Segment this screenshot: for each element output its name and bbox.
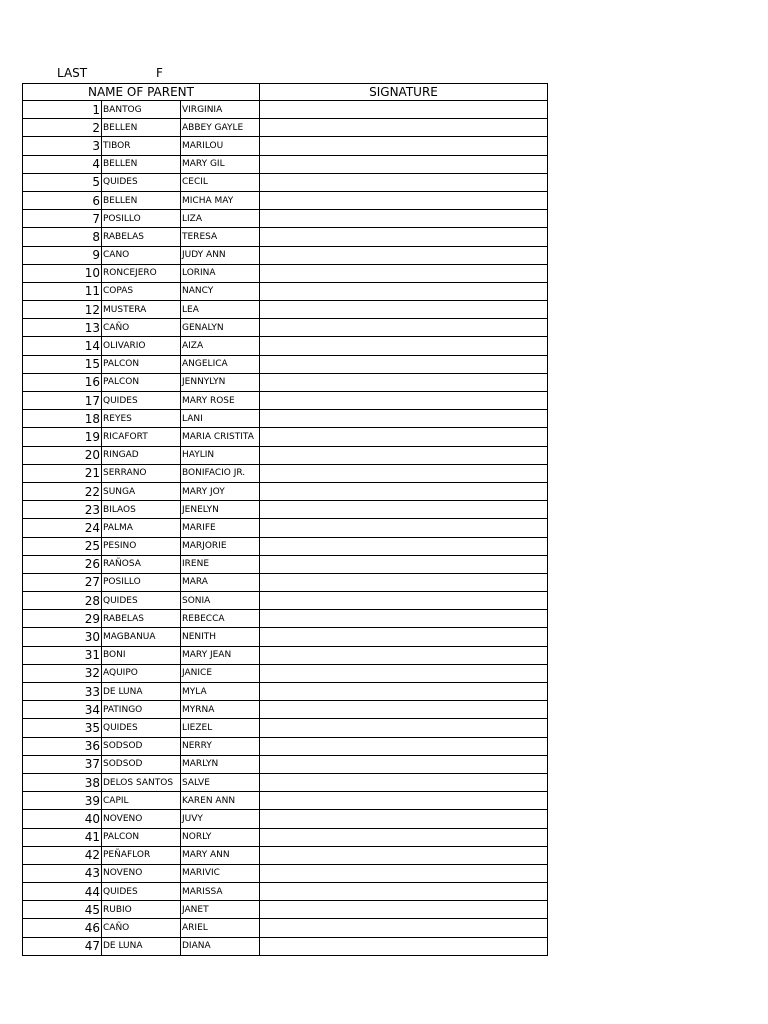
signature-cell[interactable] [260,228,548,246]
table-row [23,846,548,864]
row-number: 33 [23,683,102,701]
table-row [23,191,548,209]
signature-cell[interactable] [260,392,548,410]
table-row [23,282,548,300]
row-number: 27 [23,573,102,591]
row-number: 20 [23,446,102,464]
last-name-cell: RINGAD [102,446,181,464]
first-name-cell: MARIA CRISTITA [181,428,260,446]
last-name-cell: OLIVARIO [102,337,181,355]
table-row [23,664,548,682]
table-row [23,810,548,828]
row-number: 13 [23,319,102,337]
last-name-cell: SODSOD [102,755,181,773]
row-number: 19 [23,428,102,446]
table-row [23,937,548,955]
first-name-cell: JUDY ANN [181,246,260,264]
last-name-cell: MUSTERA [102,301,181,319]
first-name-cell: LIEZEL [181,719,260,737]
signature-cell[interactable] [260,501,548,519]
row-number: 21 [23,464,102,482]
first-name-cell: MARA [181,573,260,591]
row-number: 12 [23,301,102,319]
first-name-cell: MYLA [181,683,260,701]
row-number: 36 [23,737,102,755]
signature-cell[interactable] [260,683,548,701]
first-name-cell: MYRNA [181,701,260,719]
first-name-cell: JUVY [181,810,260,828]
table-row [23,355,548,373]
first-name-cell: MARISSA [181,883,260,901]
table-row [23,592,548,610]
signature-cell[interactable] [260,537,548,555]
table-row [23,337,548,355]
table-row [23,101,548,119]
first-name-cell: SONIA [181,592,260,610]
first-name-cell: VIRGINIA [181,101,260,119]
first-name-cell: LORINA [181,264,260,282]
row-number: 7 [23,210,102,228]
last-name-cell: POSILLO [102,210,181,228]
row-number: 11 [23,282,102,300]
signature-cell[interactable] [260,119,548,137]
row-number: 6 [23,191,102,209]
first-name-cell: REBECCA [181,610,260,628]
row-number: 29 [23,610,102,628]
signature-cell[interactable] [260,773,548,791]
first-name-cell: LIZA [181,210,260,228]
row-number: 24 [23,519,102,537]
table-row [23,883,548,901]
row-number: 15 [23,355,102,373]
row-number: 44 [23,883,102,901]
signature-cell[interactable] [260,592,548,610]
first-name-cell: SALVE [181,773,260,791]
last-name-cell: RUBIO [102,901,181,919]
first-name-cell: NENITH [181,628,260,646]
last-name-cell: CANO [102,246,181,264]
first-name-cell: MARY GIL [181,155,260,173]
first-name-cell: KAREN ANN [181,792,260,810]
table-row [23,792,548,810]
first-name-cell: JANICE [181,664,260,682]
signature-cell[interactable] [260,137,548,155]
signature-cell[interactable] [260,464,548,482]
signature-cell[interactable] [260,282,548,300]
last-name-cell: AQUIPO [102,664,181,682]
last-name-cell: MAGBANUA [102,628,181,646]
last-name-cell: BILAOS [102,501,181,519]
row-number: 17 [23,392,102,410]
last-label: LAST [57,66,88,80]
first-name-cell: TERESA [181,228,260,246]
signature-cell[interactable] [260,883,548,901]
row-number: 38 [23,773,102,791]
last-name-cell: REYES [102,410,181,428]
signature-cell[interactable] [260,319,548,337]
last-name-cell: RABELAS [102,610,181,628]
first-name-cell: MICHA MAY [181,191,260,209]
signature-cell[interactable] [260,919,548,937]
row-number: 47 [23,937,102,955]
signature-cell[interactable] [260,610,548,628]
first-name-cell: JENNYLYN [181,373,260,391]
last-name-cell: SODSOD [102,737,181,755]
first-name-cell: DIANA [181,937,260,955]
signature-cell[interactable] [260,428,548,446]
signature-cell[interactable] [260,246,548,264]
first-name-cell: HAYLIN [181,446,260,464]
row-number: 37 [23,755,102,773]
table-row [23,828,548,846]
last-name-cell: NOVENO [102,810,181,828]
signature-cell[interactable] [260,373,548,391]
first-name-cell: MARY JEAN [181,646,260,664]
row-number: 39 [23,792,102,810]
table-row [23,264,548,282]
last-name-cell: QUIDES [102,392,181,410]
signature-cell[interactable] [260,482,548,500]
last-name-cell: QUIDES [102,592,181,610]
last-name-cell: RAÑOSA [102,555,181,573]
row-number: 43 [23,864,102,882]
last-name-cell: POSILLO [102,573,181,591]
first-name-cell: MARIFE [181,519,260,537]
signature-cell[interactable] [260,664,548,682]
table-row [23,410,548,428]
first-name-cell: MARY ANN [181,846,260,864]
signature-cell[interactable] [260,937,548,955]
row-number: 22 [23,482,102,500]
row-number: 18 [23,410,102,428]
last-name-cell: BANTOG [102,101,181,119]
signature-cell[interactable] [260,846,548,864]
table-row [23,628,548,646]
signature-cell[interactable] [260,410,548,428]
row-number: 34 [23,701,102,719]
table-row [23,501,548,519]
table-row [23,137,548,155]
last-name-cell: PEÑAFLOR [102,846,181,864]
last-name-cell: PATINGO [102,701,181,719]
first-name-cell: LEA [181,301,260,319]
table-row [23,901,548,919]
table-row [23,155,548,173]
signature-cell[interactable] [260,719,548,737]
signature-cell[interactable] [260,519,548,537]
last-name-cell: QUIDES [102,719,181,737]
first-name-cell: ARIEL [181,919,260,937]
table-row [23,319,548,337]
table-row [23,646,548,664]
signature-cell[interactable] [260,337,548,355]
first-name-cell: ANGELICA [181,355,260,373]
row-number: 4 [23,155,102,173]
first-name-cell: MARY ROSE [181,392,260,410]
last-name-cell: TIBOR [102,137,181,155]
first-name-cell: NORLY [181,828,260,846]
row-number: 9 [23,246,102,264]
last-name-cell: QUIDES [102,173,181,191]
row-number: 8 [23,228,102,246]
signature-header: SIGNATURE [260,84,548,101]
table-row [23,482,548,500]
signature-cell[interactable] [260,792,548,810]
table-row [23,719,548,737]
row-number: 2 [23,119,102,137]
table-row [23,610,548,628]
first-name-cell: LANI [181,410,260,428]
first-name-cell: GENALYN [181,319,260,337]
last-name-cell: COPAS [102,282,181,300]
first-label: F [156,66,163,80]
row-number: 45 [23,901,102,919]
signature-cell[interactable] [260,755,548,773]
first-name-cell: MARIVIC [181,864,260,882]
last-name-cell: PALMA [102,519,181,537]
last-name-cell: RICAFORT [102,428,181,446]
last-name-cell: PALCON [102,828,181,846]
row-number: 35 [23,719,102,737]
table-row [23,701,548,719]
last-name-cell: CAÑO [102,319,181,337]
name-of-parent-header: NAME OF PARENT [23,84,260,101]
first-name-cell: MARLYN [181,755,260,773]
row-number: 41 [23,828,102,846]
table-row [23,464,548,482]
table-row [23,119,548,137]
row-number: 25 [23,537,102,555]
row-number: 42 [23,846,102,864]
signature-cell[interactable] [260,628,548,646]
signature-cell[interactable] [260,646,548,664]
signature-cell[interactable] [260,737,548,755]
last-name-cell: PALCON [102,373,181,391]
row-number: 26 [23,555,102,573]
first-name-cell: MARY JOY [181,482,260,500]
signature-cell[interactable] [260,828,548,846]
row-number: 30 [23,628,102,646]
row-number: 46 [23,919,102,937]
signature-cell[interactable] [260,901,548,919]
signature-cell[interactable] [260,301,548,319]
table-row [23,555,548,573]
last-name-cell: PESINO [102,537,181,555]
last-name-cell: BELLEN [102,155,181,173]
first-name-cell: CECIL [181,173,260,191]
parent-signature-table [22,83,548,956]
table-row [23,773,548,791]
row-number: 1 [23,101,102,119]
table-row [23,373,548,391]
row-number: 31 [23,646,102,664]
last-name-cell: CAPIL [102,792,181,810]
last-name-cell: BELLEN [102,119,181,137]
last-name-cell: QUIDES [102,883,181,901]
first-name-cell: NANCY [181,282,260,300]
table-row [23,428,548,446]
last-name-cell: BELLEN [102,191,181,209]
table-row [23,210,548,228]
signature-cell[interactable] [260,864,548,882]
signature-cell[interactable] [260,264,548,282]
last-name-cell: SERRANO [102,464,181,482]
signature-cell[interactable] [260,701,548,719]
row-number: 10 [23,264,102,282]
table-row [23,246,548,264]
signature-cell[interactable] [260,210,548,228]
signature-cell[interactable] [260,555,548,573]
table-row [23,864,548,882]
table-row [23,228,548,246]
first-name-cell: AIZA [181,337,260,355]
first-name-cell: NERRY [181,737,260,755]
first-name-cell: JENELYN [181,501,260,519]
first-name-cell: MARILOU [181,137,260,155]
signature-cell[interactable] [260,355,548,373]
signature-cell[interactable] [260,101,548,119]
row-number: 28 [23,592,102,610]
last-name-cell: PALCON [102,355,181,373]
table-row [23,919,548,937]
row-number: 16 [23,373,102,391]
row-number: 14 [23,337,102,355]
row-number: 40 [23,810,102,828]
row-number: 3 [23,137,102,155]
last-name-cell: RABELAS [102,228,181,246]
last-name-cell: RONCEJERO [102,264,181,282]
table-row [23,301,548,319]
last-name-cell: DE LUNA [102,937,181,955]
signature-cell[interactable] [260,173,548,191]
table-header-row [23,84,548,101]
signature-cell[interactable] [260,810,548,828]
last-name-cell: SUNGA [102,482,181,500]
signature-cell[interactable] [260,573,548,591]
last-name-cell: CAÑO [102,919,181,937]
first-name-cell: MARJORIE [181,537,260,555]
table-row [23,392,548,410]
row-number: 23 [23,501,102,519]
table-row [23,755,548,773]
signature-cell[interactable] [260,155,548,173]
table-row [23,683,548,701]
signature-cell[interactable] [260,446,548,464]
last-name-cell: DELOS SANTOS [102,773,181,791]
first-name-cell: IRENE [181,555,260,573]
table-row [23,737,548,755]
last-name-cell: DE LUNA [102,683,181,701]
first-name-cell: ABBEY GAYLE [181,119,260,137]
last-name-cell: NOVENO [102,864,181,882]
table-body [23,101,548,956]
table-row [23,519,548,537]
last-name-cell: BONI [102,646,181,664]
table-row [23,537,548,555]
first-name-cell: JANET [181,901,260,919]
signature-cell[interactable] [260,191,548,209]
table-row [23,446,548,464]
table-row [23,173,548,191]
row-number: 32 [23,664,102,682]
table-row [23,573,548,591]
first-name-cell: BONIFACIO JR. [181,464,260,482]
row-number: 5 [23,173,102,191]
